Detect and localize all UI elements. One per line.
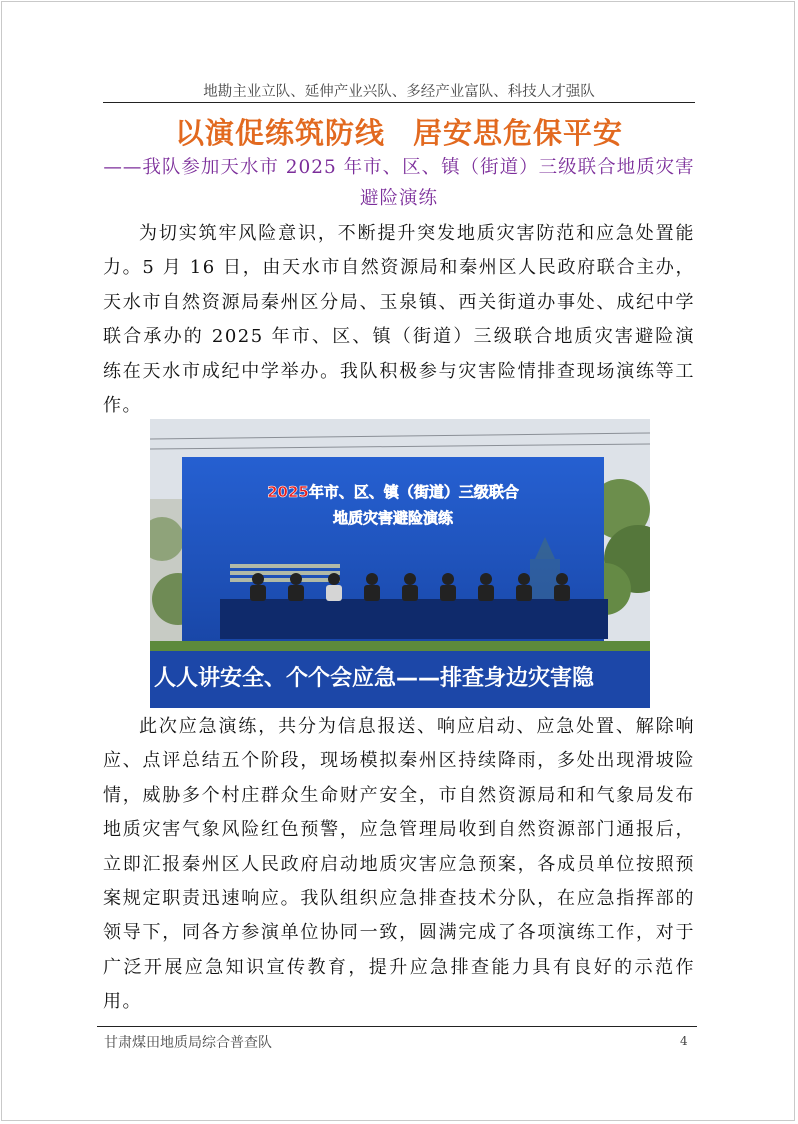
paragraph-drill-details: 此次应急演练，共分为信息报送、响应启动、应急处置、解除响应、点评总结五个阶段，现场模拟秦州区持续降雨，多处出现滑坡险情，威胁多个村庄群众生命财产安全，市自然资源局和和气象局发布地质灾害气象风险红色预警，应急管理局收到自然资源部门通报后，立即汇报秦州区人民政府启动地质灾害应急预案，各成员单位按照预案规定职责迅速响应。我队组织应急排查技术分队，在应急指挥部的领导下，同各方参演单位协同一致，圆满完成了各项演练工作，对于广泛开展应急知识宣传教育，提升应急排查能力具有良好的示范作用。 <box>103 716 695 1013</box>
title-part-2: 居安思危保平安 <box>413 116 624 150</box>
banner-title-line1: 2025年市、区、镇（街道）三级联合 <box>267 483 519 501</box>
event-photo <box>150 419 650 708</box>
article-subtitle: ——我队参加天水市 2025 年市、区、镇（街道）三级联合地质灾害避险演练 <box>103 157 695 209</box>
title-part-1: 以演促练筑防线 <box>174 116 385 150</box>
page-number: 4 <box>680 1034 688 1048</box>
bottom-slogan: 人人讲安全、个个会应急——排查身边灾害隐 <box>154 666 595 691</box>
footer-divider <box>97 1026 697 1027</box>
header-divider <box>103 102 695 103</box>
header-slogan: 地勘主业立队、延伸产业兴队、多经产业富队、科技人才强队 <box>203 84 595 100</box>
article-title <box>0 111 798 152</box>
banner-title-line2: 地质灾害避险演练 <box>332 509 454 527</box>
footer-organization: 甘肃煤田地质局综合普查队 <box>104 1035 272 1051</box>
paragraph-intro: 为切实筑牢风险意识，不断提升突发地质灾害防范和应急处置能力。5 月 16 日，由天水市自然资源局和秦州区人民政府联合主办，天水市自然资源局秦州区分局、玉泉镇、西关街道办事处、成纪中学联合承办的 2025 年市、区、镇（街道）三级联合地质灾害避险演练在天水市成纪中学举办。我队积极参与灾害险情排查现场演练等工作。 <box>103 223 695 417</box>
